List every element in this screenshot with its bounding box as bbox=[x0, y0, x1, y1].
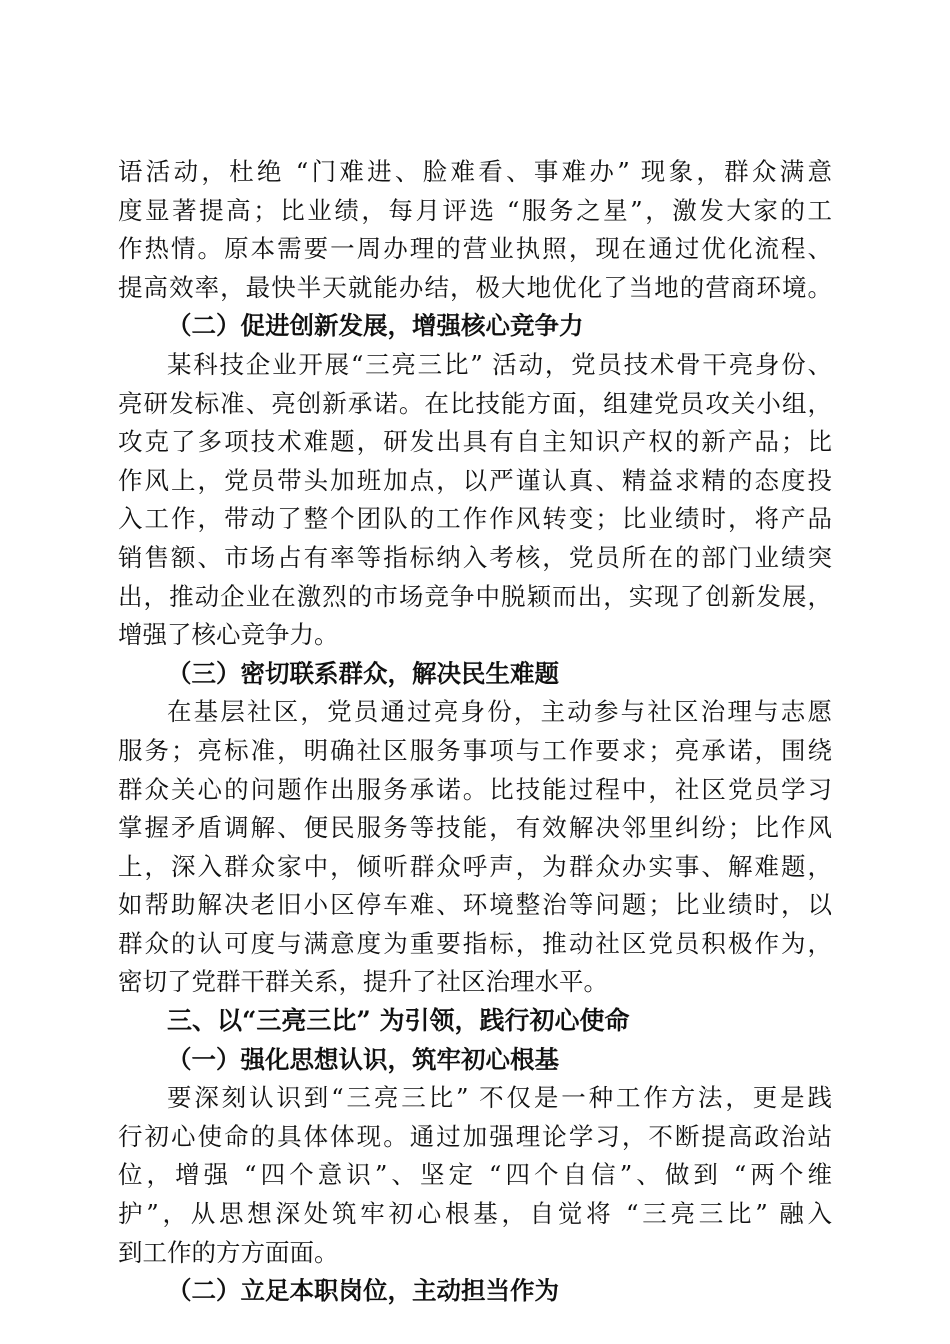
section-subheading: （二）立足本职岗位，主动担当作为 bbox=[167, 1276, 559, 1306]
text-line: 服务；亮标准，明确社区服务事项与工作要求；亮承诺，围绕 bbox=[118, 735, 832, 765]
text-line: 攻克了多项技术难题，研发出具有自主知识产权的新产品；比 bbox=[118, 427, 832, 457]
section-subheading: （三）密切联系群众，解决民生难题 bbox=[167, 658, 559, 688]
text-line: 提高效率，最快半天就能办结，极大地优化了当地的营商环境。 bbox=[118, 272, 832, 302]
text-line: 作热情。原本需要一周办理的营业执照，现在通过优化流程、 bbox=[118, 234, 832, 264]
text-line: 增强了核心竞争力。 bbox=[118, 620, 339, 650]
section-subheading: （一）强化思想认识，筑牢初心根基 bbox=[167, 1044, 559, 1074]
text-line: 群众的认可度与满意度为重要指标，推动社区党员积极作为， bbox=[118, 928, 832, 958]
text-line: 上，深入群众家中，倾听群众呼声，为群众办实事、解难题， bbox=[118, 851, 832, 881]
text-line: 语活动，杜绝 “门难进、脸难看、事难办” 现象，群众满意 bbox=[118, 157, 832, 186]
text-line: 如帮助解决老旧小区停车难、环境整治等问题；比业绩时，以 bbox=[118, 890, 832, 920]
text-line: 入工作，带动了整个团队的工作作风转变；比业绩时，将产品 bbox=[118, 504, 832, 534]
text-line: 密切了党群干群关系，提升了社区治理水平。 bbox=[118, 967, 608, 997]
section-heading: 三、以“三亮三比” 为引领，践行初心使命 bbox=[167, 1006, 630, 1036]
text-line: 行初心使命的具体体现。通过加强理论学习，不断提高政治站 bbox=[118, 1121, 832, 1151]
paragraph-first-line: 要深刻认识到“三亮三比” 不仅是一种工作方法，更是践 bbox=[167, 1083, 832, 1113]
paragraph-first-line: 在基层社区，党员通过亮身份，主动参与社区治理与志愿 bbox=[167, 697, 832, 727]
document-body bbox=[118, 153, 832, 1311]
paragraph-first-line: 某科技企业开展“三亮三比” 活动，党员技术骨干亮身份、 bbox=[167, 349, 832, 379]
text-line: 销售额、市场占有率等指标纳入考核，党员所在的部门业绩突 bbox=[118, 542, 832, 572]
text-line: 群众关心的问题作出服务承诺。比技能过程中，社区党员学习 bbox=[118, 774, 832, 804]
text-line: 度显著提高；比业绩，每月评选 “服务之星”，激发大家的工 bbox=[118, 195, 832, 225]
text-line: 护”，从思想深处筑牢初心根基，自觉将 “三亮三比” 融入 bbox=[118, 1199, 832, 1229]
text-line: 掌握矛盾调解、便民服务等技能，有效解决邻里纠纷；比作风 bbox=[118, 813, 832, 843]
section-subheading: （二）促进创新发展，增强核心竞争力 bbox=[167, 311, 584, 341]
text-line: 出，推动企业在激烈的市场竞争中脱颖而出，实现了创新发展， bbox=[118, 581, 832, 611]
text-line: 到工作的方方面面。 bbox=[118, 1237, 339, 1267]
text-line: 作风上，党员带头加班加点，以严谨认真、精益求精的态度投 bbox=[118, 465, 832, 495]
text-line: 亮研发标准、亮创新承诺。在比技能方面，组建党员攻关小组， bbox=[118, 388, 832, 418]
text-line: 位，增强 “四个意识”、坚定 “四个自信”、做到 “两个维 bbox=[118, 1160, 832, 1190]
